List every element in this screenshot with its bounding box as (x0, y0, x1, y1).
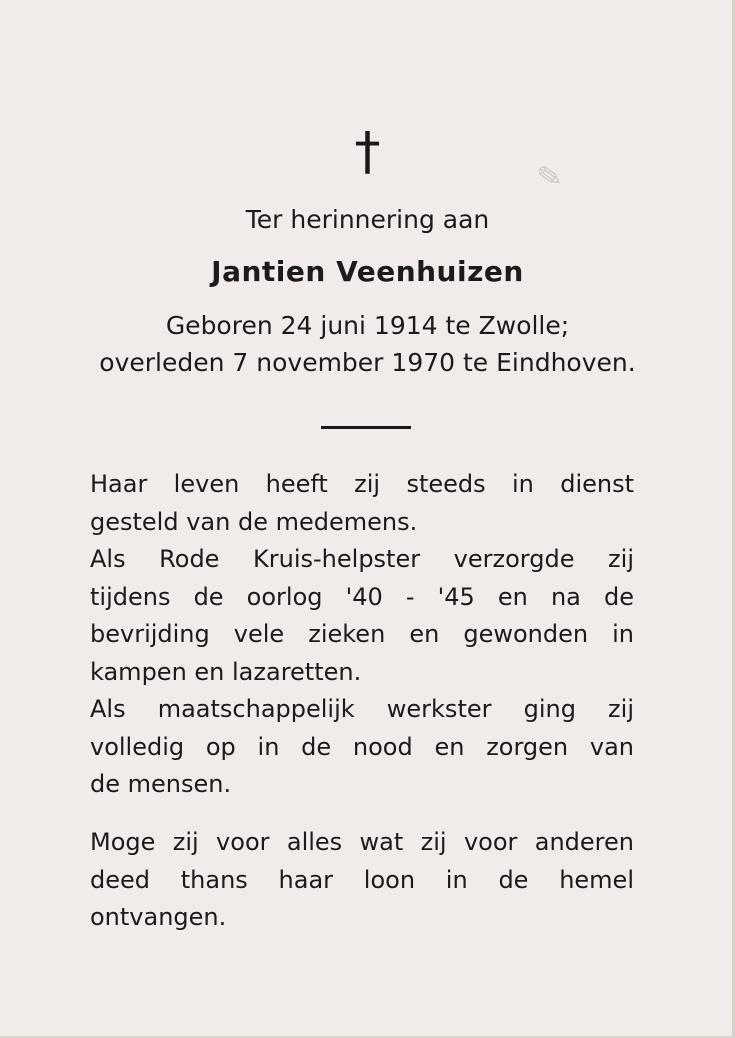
cross-icon: † (354, 122, 381, 182)
intro-text: Ter herinnering aan (245, 205, 490, 234)
body-line: volledig op in de nood en zorgen van (90, 732, 634, 761)
prayer-paragraph (90, 824, 634, 937)
body-line: de mensen. (90, 770, 232, 798)
body-line: Haar leven heeft zij steeds in dienst (90, 470, 634, 498)
deceased-name: Jantien Veenhuizen (211, 255, 524, 288)
body-line: kampen en lazaretten. (90, 657, 362, 686)
body-line: Als Rode Kruis-helpster verzorgde zij (90, 545, 634, 573)
body-line: gesteld van de medemens. (90, 507, 418, 536)
body-line: tijdens de oorlog '40 - '45 en na de (90, 582, 634, 611)
body-line: Als maatschappelijk werkster ging zij (90, 695, 634, 723)
closing-line: ontvangen. (90, 903, 227, 931)
body-line: bevrijding vele zieken en gewonden in (90, 620, 634, 648)
divider (321, 426, 411, 429)
death-line: overleden 7 november 1970 te Eindhoven. (99, 348, 636, 377)
faint-pencil-mark: ✎ (534, 158, 565, 197)
closing-line: Moge zij voor alles wat zij voor anderen (90, 828, 634, 856)
birth-line: Geboren 24 juni 1914 te Zwolle; (165, 311, 570, 340)
closing-line: deed thans haar loon in de hemel (90, 865, 634, 894)
biography-paragraph (90, 466, 634, 804)
